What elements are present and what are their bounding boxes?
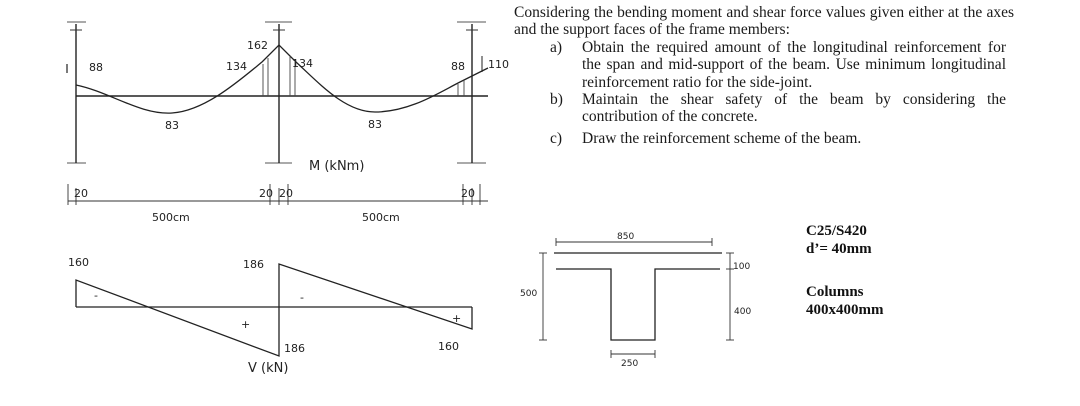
moment-span1: 83 <box>165 119 179 132</box>
moment-span2: 83 <box>368 118 382 131</box>
shear-sign-2: + <box>241 318 251 331</box>
item-text: Maintain the shear safety of the beam by considering the contribution of the concrete. <box>582 91 1006 126</box>
problem-item-a <box>514 39 1014 91</box>
problem-item-b <box>514 91 1014 126</box>
shear-label: V (kN) <box>248 361 289 376</box>
material-cover: d’= 40mm <box>806 241 872 257</box>
shear-sign-4: + <box>452 312 462 325</box>
section-web-depth: 400 <box>734 307 752 317</box>
shear-sign-1: - <box>94 289 98 302</box>
material-grade: C25/S420 <box>806 223 867 239</box>
columns-title: Columns <box>806 284 864 300</box>
problem-item-c <box>514 130 1014 147</box>
support-hatches <box>67 22 486 163</box>
dim-col-right: 20 <box>461 187 475 200</box>
section-flange-width: 850 <box>617 232 635 242</box>
column-block <box>806 283 884 319</box>
material-block <box>806 222 872 258</box>
dim-col-left: 20 <box>74 187 88 200</box>
moment-label: M (kNm) <box>309 159 365 174</box>
shear-mid-left-value: 186 <box>243 258 264 271</box>
item-text: Draw the reinforcement scheme of the beam. <box>582 129 862 147</box>
t-section <box>554 253 722 340</box>
columns-size: 400x400mm <box>806 302 884 318</box>
item-label: a) <box>550 38 563 56</box>
dim-span1: 500cm <box>152 211 190 224</box>
dim-col-mid-right: 20 <box>279 187 293 200</box>
dimension-lines <box>68 184 488 205</box>
shear-left-value: 160 <box>68 256 89 269</box>
item-label: c) <box>550 129 563 147</box>
shear-mid-right-value: 186 <box>284 342 305 355</box>
section-web-width: 250 <box>621 359 639 369</box>
section-total-height: 500 <box>520 289 538 299</box>
section-flange-depth: 100 <box>733 262 751 272</box>
moment-end-left: 88 <box>89 61 103 74</box>
moment-support-right: 134 <box>292 57 313 70</box>
moment-support-peak: 162 <box>247 39 268 52</box>
shear-right-value: 160 <box>438 340 459 353</box>
columns <box>76 24 472 163</box>
moment-end-right-axis: 110 <box>488 58 509 71</box>
moment-end-right-face: 88 <box>451 60 465 73</box>
shear-outline <box>76 264 472 356</box>
dim-col-mid-left: 20 <box>259 187 273 200</box>
dim-span2: 500cm <box>362 211 400 224</box>
moment-curve <box>76 45 488 113</box>
item-label: b) <box>550 91 563 109</box>
item-text: Obtain the required amount of the longitudinal reinforcement for the span and mid-support of the beam. Use minimum longitudinal reinforcement ratio for the side-joint. <box>582 38 1006 91</box>
moment-support-left: 134 <box>226 60 247 73</box>
problem-intro: Considering the bending moment and shear force values given either at the axes and the support faces of the frame members: <box>514 4 1014 39</box>
problem-statement <box>514 4 1014 147</box>
shear-sign-3: - <box>300 291 304 304</box>
